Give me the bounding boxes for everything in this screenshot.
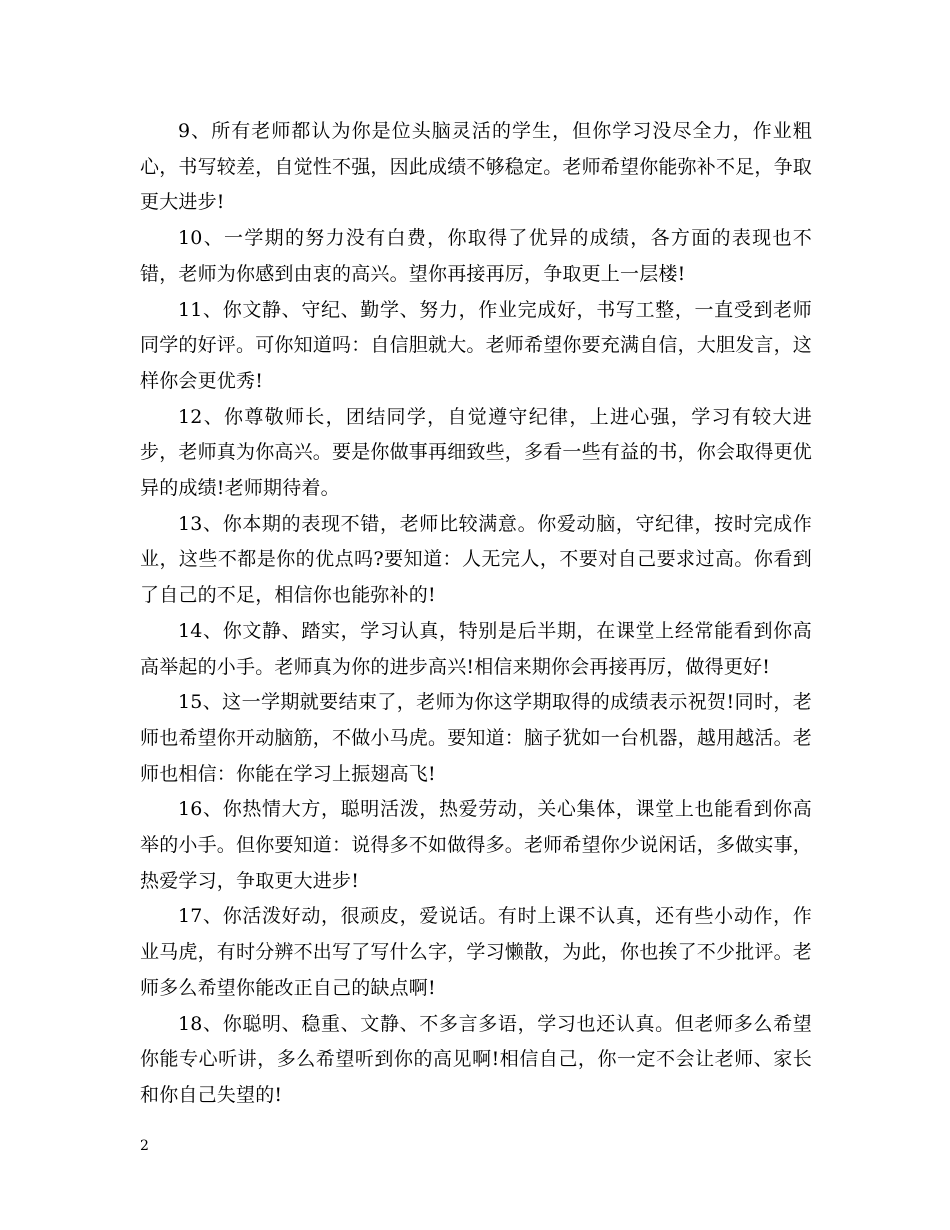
- comment-paragraph-14: 14、你文静、踏实，学习认真，特别是后半期，在课堂上经常能看到你高高举起的小手。老师真为你的进步高兴!相信来期你会再接再厉，做得更好!: [140, 619, 812, 678]
- comment-paragraph-9: 9、所有老师都认为你是位头脑灵活的学生，但你学习没尽全力，作业粗心，书写较差，自觉性不强，因此成绩不够稳定。老师希望你能弥补不足，争取更大进步!: [140, 120, 813, 214]
- comment-paragraph-15: 15、这一学期就要结束了，老师为你这学期取得的成绩表示祝贺!同时，老师也希望你开动脑筋，不做小马虎。要知道：脑子犹如一台机器，越用越活。老师也相信：你能在学习上振翅高飞!: [140, 691, 813, 785]
- comment-paragraph-13: 13、你本期的表现不错，老师比较满意。你爱动脑，守纪律，按时完成作业，这些不都是你的优点吗?要知道：人无完人，不要对自己要求过高。你看到了自己的不足，相信你也能弥补的!: [140, 512, 812, 607]
- page-number: 2: [140, 1138, 149, 1154]
- document-body: [140, 114, 812, 1114]
- comment-paragraph-10: 10、一学期的努力没有白费，你取得了优异的成绩，各方面的表现也不错，老师为你感到由衷的高兴。望你再接再厉，争取更上一层楼!: [140, 227, 812, 285]
- comment-paragraph-18: 18、你聪明、稳重、文静、不多言多语，学习也还认真。但老师多么希望你能专心听讲，多么希望听到你的高见啊!相信自己，你一定不会让老师、家长和你自己失望的!: [140, 1012, 812, 1106]
- comment-paragraph-16: 16、你热情大方，聪明活泼，热爱劳动，关心集体，课堂上也能看到你高举的小手。但你要知道：说得多不如做得多。老师希望你少说闲话，多做实事，热爱学习，争取更大进步!: [140, 798, 813, 892]
- comment-paragraph-12: 12、你尊敬师长，团结同学，自觉遵守纪律，上进心强，学习有较大进步，老师真为你高兴。要是你做事再细致些，多看一些有益的书，你会取得更优异的成绩!老师期待着。: [140, 405, 813, 500]
- comment-paragraph-17: 17、你活泼好动，很顽皮，爱说话。有时上课不认真，还有些小动作，作业马虎，有时分辨不出写了写什么字，学习懒散，为此，你也挨了不少批评。老师多么希望你能改正自己的缺点啊!: [140, 905, 813, 999]
- comment-paragraph-11: 11、你文静、守纪、勤学、努力，作业完成好，书写工整，一直受到老师同学的好评。可你知道吗：自信胆就大。老师希望你要充满自信，大胆发言，这样你会更优秀!: [140, 298, 813, 392]
